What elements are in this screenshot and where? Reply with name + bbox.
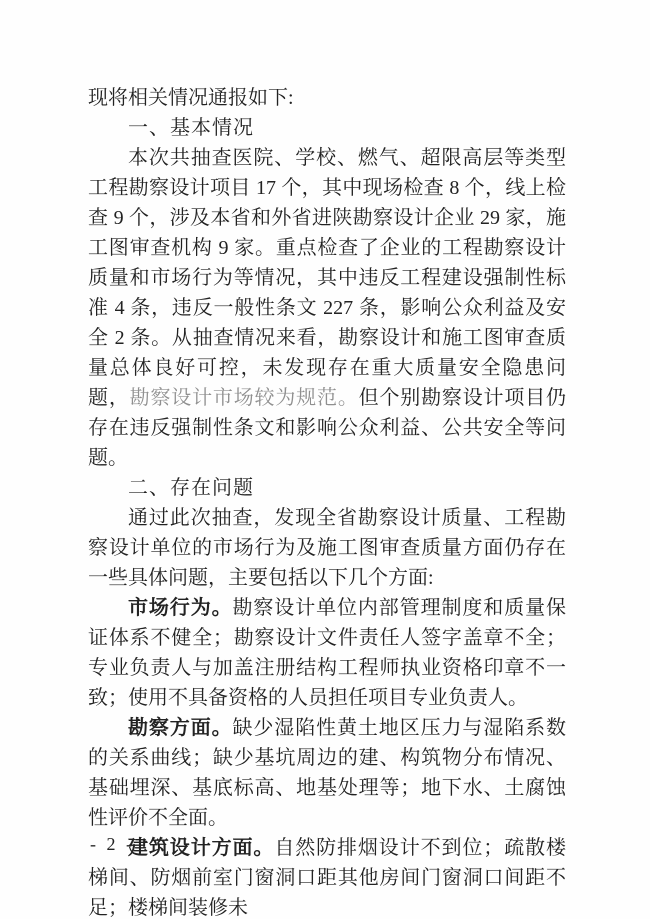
intro-line: 现将相关情况通报如下: [88, 87, 294, 109]
issue-paragraph-architecture [88, 833, 566, 919]
section1-paragraph [88, 143, 566, 473]
issue-body-survey: 缺少湿陷性黄土地区压力与湿陷系数的关系曲线；缺少基坑周边的建、构筑物分布情况、基础埋深、基底标高、地基处理等；地下水、土腐蚀性评价不全面。 [88, 717, 566, 829]
issue-lead-market-behavior: 市场行为。 [128, 597, 233, 619]
issue-paragraph-survey [88, 713, 566, 833]
issue-body-market-behavior: 勘察设计单位内部管理制度和质量保证体系不健全；勘察设计文件责任人签字盖章不全；专业负责人与加盖注册结构工程师执业资格印章不一致；使用不具备资格的人员担任项目专业负责人。 [88, 597, 566, 709]
issue-paragraph-market-behavior [88, 593, 566, 713]
document-body [88, 83, 566, 919]
section1-text-part3: 但个别勘察设计项目仍存在违反强制性条文和影响公众利益、公共安全等问题。 [88, 387, 567, 469]
section2-heading: 二、存在问题 [128, 477, 254, 499]
issue-lead-survey: 勘察方面。 [128, 717, 233, 739]
issue-body-architecture: 自然防排烟设计不到位；疏散楼梯间、防烟前室门窗洞口距其他房间门窗洞口间距不足；楼梯间装修未 [88, 837, 567, 919]
section1-text-part1: 本次共抽查医院、学校、燃气、超限高层等类型工程勘察设计项目 17 个，其中现场检查 8 个，线上检查 9 个，涉及本省和外省进陕勘察设计企业 29 家，施工图审查机构 9 家。重点检查了企业的工程勘察设计质量和市场行为等情况，其中违反工程建设强制性标准 4 条，违反一般性条文 227 条，影响公众利益及安全 2 条。从抽查情况来看，勘察设计和施工图审查质量总体良好可控，未发现存在重大质量安全隐患问题， [88, 147, 566, 409]
issue-lead-architecture: 建筑设计方面。 [128, 837, 275, 859]
section1-heading: 一、基本情况 [128, 117, 254, 139]
section2-intro-paragraph: 通过此次抽查，发现全省勘察设计质量、工程勘察设计单位的市场行为及施工图审查质量方面仍存在一些具体问题，主要包括以下几个方面: [88, 507, 566, 589]
page-number: - 2 - [90, 834, 135, 854]
section1-gray-phrase: 勘察设计市场较为规范。 [129, 387, 359, 409]
